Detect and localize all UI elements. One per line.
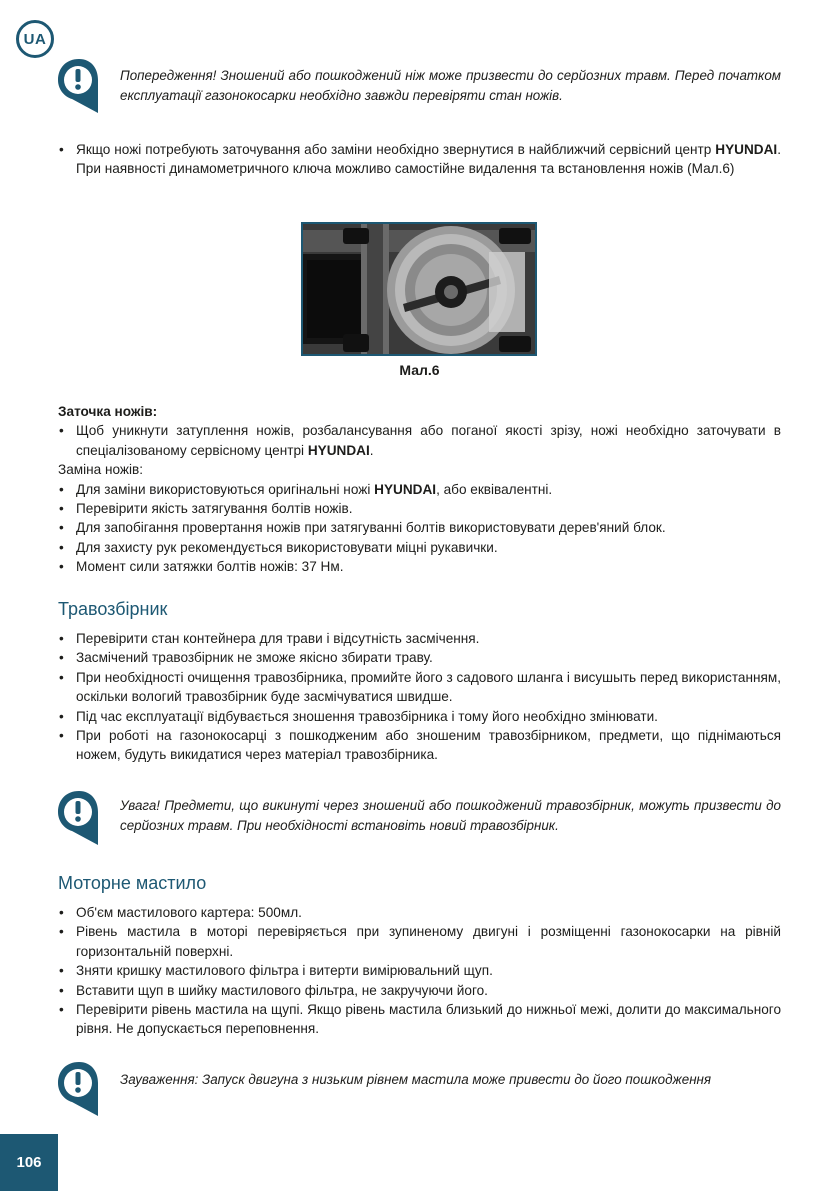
replacement-item: • Момент сили затяжки болтів ножів: 37 Нм. [58,557,781,576]
warning-icon [56,789,102,845]
sharpening-text-end: . [369,442,374,458]
list-item: • При необхідності очищення травозбірника, промийте його з садового шланга і висушыть перед використанням, оскільки вологий травозбірник буде засмічуватися швидше. [58,668,781,707]
replacement-text: Для заміни використовуються оригінальні ножі [76,481,375,497]
warning-top-text: Попередження! Зношений або пошкоджений ніж може призвести до серйозних травм. Перед початком експлуатації газонокосарки необхідно завжди перевіряти стан ножів. [120,68,781,103]
blade-section [58,402,781,577]
warning-top [56,57,781,106]
mower-underside-image [303,224,535,354]
grass-catcher-heading: Травозбірник [58,599,168,619]
motor-oil-list [58,903,781,1039]
brand-name: HYUNDAI [715,142,778,157]
intro-text-1: Якщо ножі потребують заточування або заміни необхідно звернутися в найближчий сервісний центр [76,142,716,157]
intro-text-2: . При наявності динамометричного ключа можливо самостійне видалення та встановлення ножів (Мал.6) [76,142,781,177]
grass-catcher-list [58,629,781,765]
replacement-item: • Для запобігання провертання ножів при затягуванні болтів використовувати дерев'яний блок. [58,518,781,537]
note-motor-oil [56,1060,781,1090]
list-item: • Перевірити стан контейнера для трави і відсутність засмічення. [58,629,781,648]
list-item: • Зняти кришку мастилового фільтра і витерти вимірювальний щуп. [58,961,781,980]
list-item: • Рівень мастила в моторі перевіряється при зупиненому двигуні і розміщенні газонокосарки на рівній горизонтальній поверхні. [58,922,781,961]
list-item: • Засмічений травозбірник не зможе якісно збирати траву. [58,648,781,667]
page-number: 106 [0,1134,58,1191]
list-item: • Вставити щуп в шийку мастилового фільтра, не закручуючи його. [58,981,781,1000]
motor-oil-heading: Моторне мастило [58,873,207,893]
replacement-text-end: , або еквівалентні. [436,481,553,497]
list-item: • Об'єм мастилового картера: 500мл. [58,903,781,922]
warning-grass-catcher-text: Увага! Предмети, що викинуті через зношений або пошкоджений травозбірник, можуть призвести до серйозних травм. При необхідності встановіть новий травозбірник. [120,798,781,833]
list-item: • Перевірити рівень мастила на щупі. Якщо рівень мастила близький до нижньої межі, долити до максимального рівня. Не допускається переповнення. [58,1000,781,1039]
note-motor-oil-text: Зауваження: Запуск двигуна з низьким рівнем мастила може привести до його пошкодження [120,1072,712,1087]
warning-icon [56,57,102,113]
replacement-item [58,480,781,499]
figure-mower-underside [301,222,537,356]
sharpening-title: Заточка ножів: [58,404,158,419]
figure-caption: Мал.6 [399,362,440,378]
intro-paragraph [58,140,781,179]
sharpening-item [58,421,781,460]
list-item: • При роботі на газонокосарці з пошкодженим або зношеним травозбірником, предмети, що піднімаються ножем, будуть викидатися через матеріал травозбірника. [58,726,781,765]
replacement-item: • Для захисту рук рекомендується використовувати міцні рукавички. [58,538,781,557]
language-badge: UA [16,20,54,58]
brand-name: HYUNDAI [374,481,437,497]
brand-name: HYUNDAI [307,442,370,458]
warning-grass-catcher [56,789,781,836]
replacement-title: Заміна ножів: [58,462,144,478]
sharpening-text: Щоб уникнути затуплення ножів, розбалансування або поганої якості зрізу, ножі необхідно заточувати в спеціалізованому сервісному центрі [76,423,781,458]
list-item: • Під час експлуатації відбувається зношення травозбірника і тому його необхідно змінювати. [58,707,781,726]
warning-icon [56,1060,102,1116]
replacement-item: • Перевірити якість затягування болтів ножів. [58,499,781,518]
intro-block [58,140,781,179]
